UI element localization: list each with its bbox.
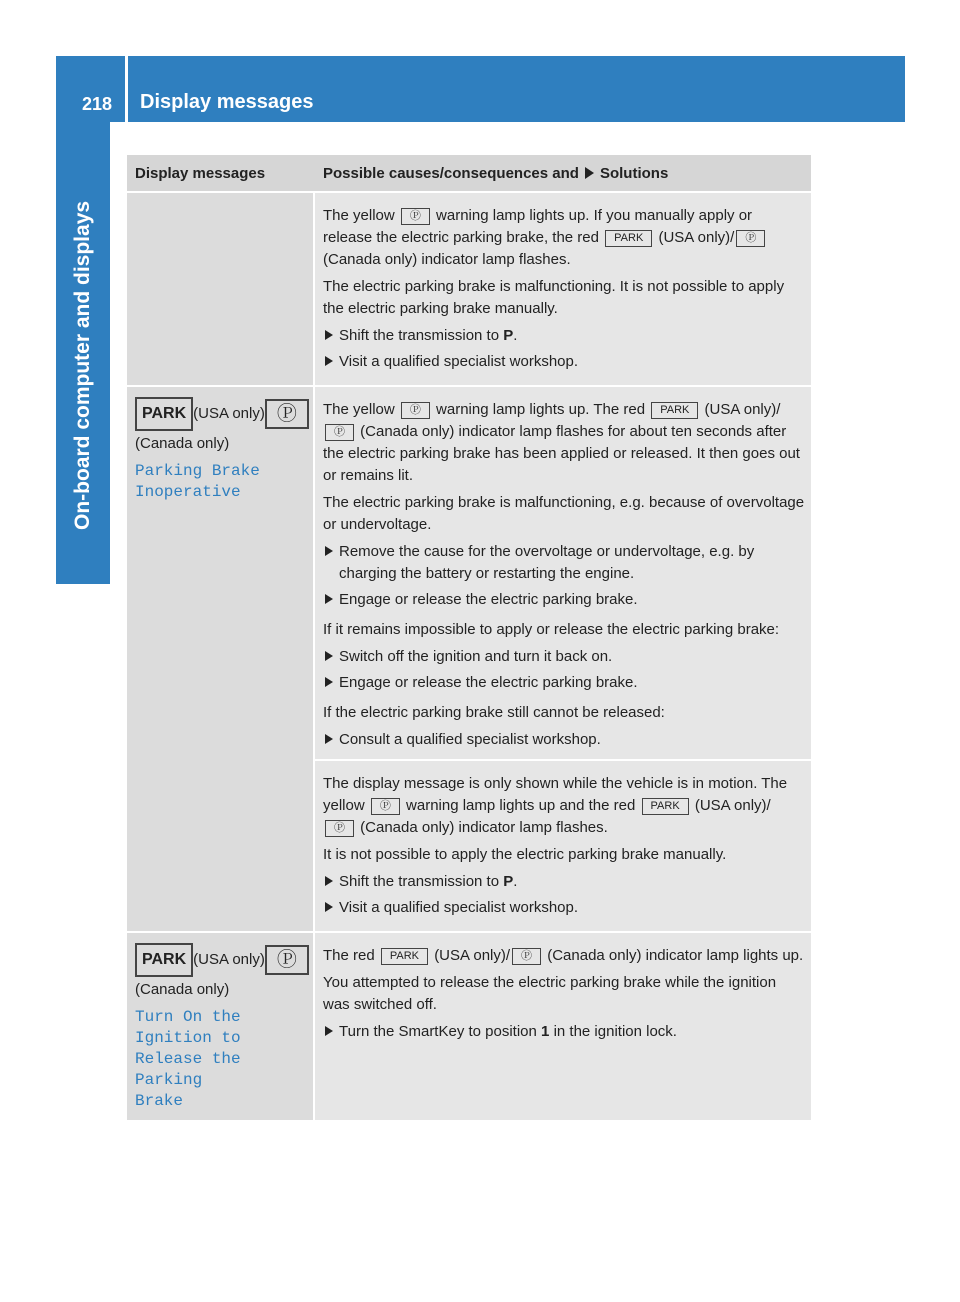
side-tab-label: On-board computer and displays <box>71 200 94 530</box>
parking-brake-lamp-icon: Ⓟ <box>325 424 354 441</box>
text: (USA only)/ <box>704 401 781 418</box>
parking-brake-lamp-icon: Ⓟ <box>325 820 354 837</box>
text: Visit a qualified specialist workshop. <box>339 353 579 370</box>
text: The display message is only shown while the vehicle is in motion. The yellow <box>323 775 788 814</box>
col-header-solutions-text: Solutions <box>599 164 669 182</box>
text: The yellow <box>323 401 395 418</box>
step-arrow-icon <box>325 734 333 744</box>
text: Turn the SmartKey to position <box>339 1023 537 1040</box>
parking-brake-lamp-icon: Ⓟ <box>736 230 765 247</box>
text: (Canada only) <box>135 981 230 998</box>
parking-brake-lamp-icon: Ⓟ <box>265 399 309 429</box>
col-header-causes-text: Possible causes/consequences and <box>323 164 579 182</box>
list-item <box>323 672 805 694</box>
col-header-causes <box>323 165 668 182</box>
step-arrow-icon <box>325 356 333 366</box>
list-item <box>323 541 805 585</box>
park-lamp-icon: PARK <box>642 798 689 815</box>
parking-brake-lamp-icon: Ⓟ <box>371 798 400 815</box>
text: Shift the transmission to <box>339 327 500 344</box>
text: warning lamp lights up. If you manually apply or release the electric parking brake, the red <box>323 207 753 246</box>
message-cell <box>127 933 313 1120</box>
text: Shift the transmission to <box>339 873 500 890</box>
paragraph: If it remains impossible to apply or release the electric parking brake: <box>323 621 780 638</box>
table-row <box>127 931 811 1120</box>
paragraph <box>323 945 805 967</box>
message-cell <box>127 193 313 385</box>
paragraph <box>323 773 805 839</box>
text: P <box>503 873 514 890</box>
step-arrow-icon <box>325 1026 333 1036</box>
text: warning lamp lights up. The red <box>436 401 646 418</box>
text: Engage or release the electric parking brake. <box>339 591 638 608</box>
page-number: 218 <box>82 94 113 114</box>
text: . <box>513 873 518 890</box>
parking-brake-lamp-icon: Ⓟ <box>401 208 430 225</box>
park-lamp-icon: PARK <box>651 402 698 419</box>
solution-cell <box>313 933 811 1120</box>
parking-brake-lamp-icon: Ⓟ <box>265 945 309 975</box>
list-item <box>323 351 805 373</box>
page-title: Display messages <box>140 91 314 113</box>
solution-cell <box>313 193 811 385</box>
display-message: Turn On the Ignition to Release the Parking Brake <box>135 1008 241 1110</box>
text: Engage or release the electric parking brake. <box>339 674 638 691</box>
step-arrow-icon <box>325 651 333 661</box>
parking-brake-lamp-icon: Ⓟ <box>401 402 430 419</box>
display-message: Parking Brake Inoperative <box>135 462 260 501</box>
table-header <box>127 155 811 191</box>
park-lamp-icon: PARK <box>381 948 428 965</box>
park-lamp-icon: PARK <box>135 397 193 431</box>
text: (Canada only) <box>135 435 230 452</box>
list-item <box>323 589 805 611</box>
text: (Canada only) indicator lamp flashes. <box>360 819 608 836</box>
solution-cell <box>313 387 811 931</box>
paragraph: It is not possible to apply the electric parking brake manually. <box>323 846 727 863</box>
step-arrow-icon <box>325 677 333 687</box>
text: P <box>503 327 514 344</box>
text: Visit a qualified specialist workshop. <box>339 899 579 916</box>
paragraph: If the electric parking brake still cannot be released: <box>323 704 665 721</box>
text: (USA only) <box>193 404 265 422</box>
parking-brake-lamp-icon: Ⓟ <box>512 948 541 965</box>
text: The yellow <box>323 207 395 224</box>
step-arrow-icon <box>325 902 333 912</box>
park-lamp-icon: PARK <box>135 943 193 977</box>
paragraph: You attempted to release the electric parking brake while the ignition was switched off. <box>323 974 777 1013</box>
text: . <box>513 327 518 344</box>
park-lamp-icon: PARK <box>605 230 652 247</box>
message-cell <box>127 387 313 931</box>
step-arrow-icon <box>325 876 333 886</box>
list-item <box>323 729 805 751</box>
text: (Canada only) indicator lamp flashes. <box>323 251 571 268</box>
text: Consult a qualified specialist workshop. <box>339 731 601 748</box>
arrow-right-icon <box>585 167 594 179</box>
text: (USA only)/ <box>434 947 511 964</box>
text: (Canada only) indicator lamp flashes for about ten seconds after the electric parking brake has been applied or released. It then goes out or remains lit. <box>323 423 800 484</box>
list-item <box>323 1021 805 1043</box>
text: (USA only)/ <box>658 229 735 246</box>
table-row <box>127 191 811 385</box>
paragraph <box>323 399 805 487</box>
list-item <box>323 325 805 347</box>
step-arrow-icon <box>325 330 333 340</box>
paragraph: The electric parking brake is malfunctioning. It is not possible to apply the electric parking brake manually. <box>323 278 785 317</box>
header-divider <box>125 56 128 122</box>
step-arrow-icon <box>325 594 333 604</box>
text: Switch off the ignition and turn it back on. <box>339 648 613 665</box>
text: Remove the cause for the overvoltage or undervoltage, e.g. by charging the battery or restarting the engine. <box>339 543 755 582</box>
display-messages-table <box>127 155 811 1120</box>
list-item <box>323 897 805 919</box>
paragraph: The electric parking brake is malfunctioning, e.g. because of overvoltage or undervoltage. <box>323 494 805 533</box>
text: 1 <box>541 1023 550 1040</box>
text: The red <box>323 947 375 964</box>
table-row <box>127 385 811 931</box>
text: in the ignition lock. <box>553 1023 677 1040</box>
list-item <box>323 646 805 668</box>
text: (USA only) <box>193 950 265 968</box>
text: (Canada only) indicator lamp lights up. <box>547 947 804 964</box>
sub-section <box>315 759 811 919</box>
text: (USA only)/ <box>694 797 771 814</box>
step-arrow-icon <box>325 546 333 556</box>
paragraph <box>323 205 805 271</box>
text: warning lamp lights up and the red <box>406 797 636 814</box>
col-header-messages: Display messages <box>135 164 266 182</box>
list-item <box>323 871 805 893</box>
